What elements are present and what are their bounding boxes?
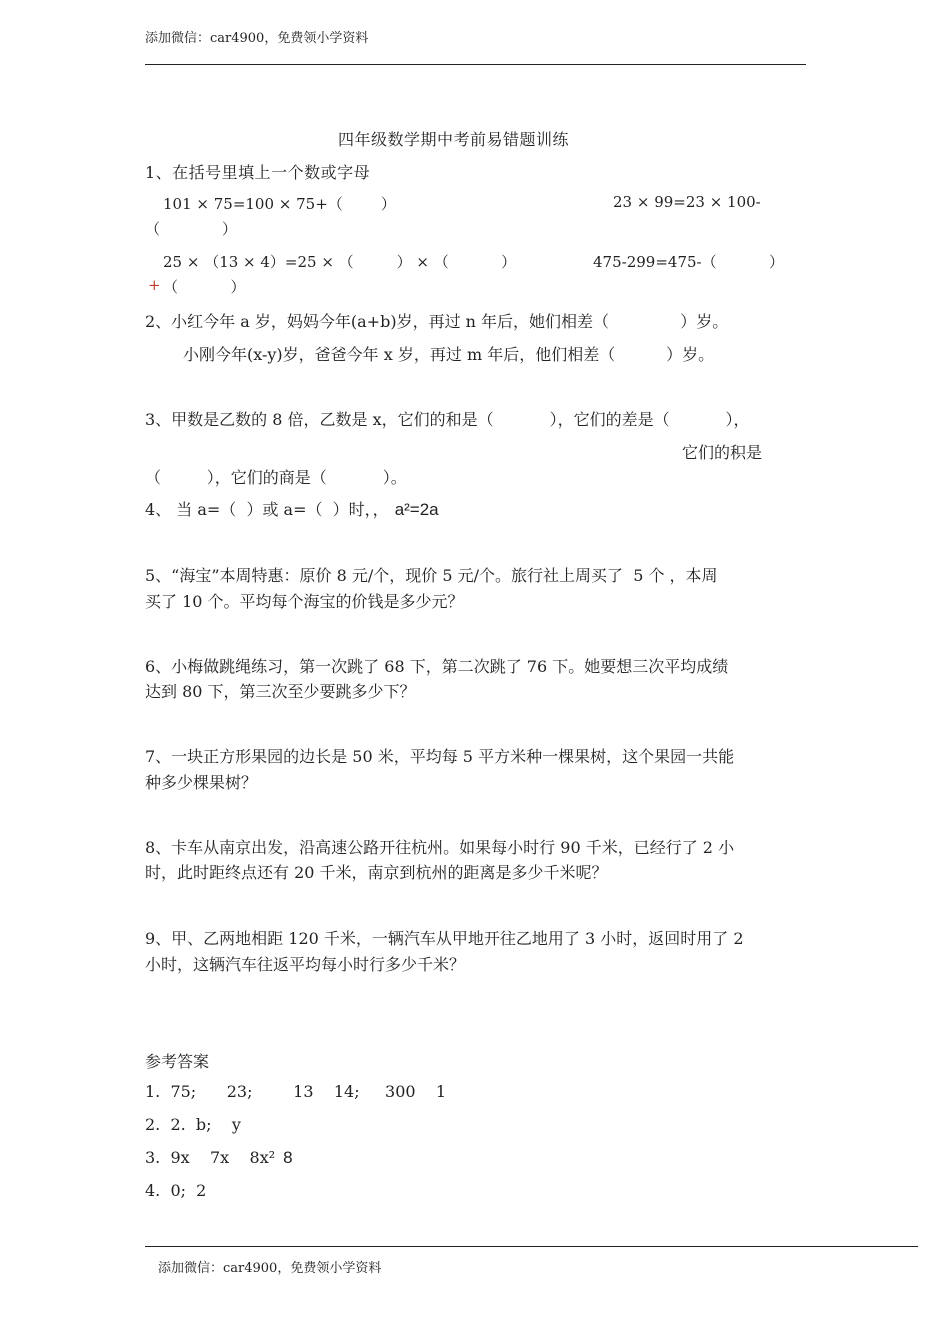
q7-line-1: 7、一块正方形果园的边长是 50 米，平均每 5 平方米种一棵果树，这个果园一共能 — [145, 747, 735, 766]
q1-item-c: 25 × （13 × 4）=25 × （ ） × （ ） — [163, 253, 517, 271]
q9-line-1: 9、甲、乙两地相距 120 千米，一辆汽车从甲地开往乙地用了 3 小时，返回时用了 2 — [145, 929, 744, 948]
q3-line-2: 它们的积是 — [682, 443, 763, 462]
q4-text — [145, 497, 439, 520]
q4-question: 4、 当 a=（ ）或 a=（ ）时，， — [145, 500, 389, 519]
q7-line-2: 种多少棵果树？ — [145, 773, 258, 792]
q1-heading: 1、在括号里填上一个数或字母 — [145, 163, 371, 182]
q1-item-d-continued: （ ） — [163, 278, 246, 296]
answer-4: 4. 0; 2 — [145, 1181, 207, 1200]
q3-line-3: （ ），它们的商是（ ）。 — [145, 468, 407, 487]
answers-heading: 参考答案 — [145, 1052, 210, 1071]
q5-line-1: 5、“海宝”本周特惠：原价 8 元/个，现价 5 元/个。旅行社上周买了 5 个 ，本周 — [145, 566, 718, 585]
q9-line-2: 小时，这辆汽车往返平均每小时行多少千米？ — [145, 955, 466, 974]
q1-item-b: 23 × 99=23 × 100- — [613, 193, 761, 211]
footer-note: 添加微信：car4900，免费领小学资料 — [158, 1261, 382, 1276]
answer-3-text: 3. 9x 7x 8x² — [145, 1148, 276, 1167]
q1-item-d: 475-299=475-（ ） — [593, 253, 785, 271]
q2-line-2: 小刚今年(x-y)岁，爸爸今年 x 岁，再过 m 年后，他们相差（ ）岁。 — [183, 345, 715, 364]
q8-line-1: 8、卡车从南京出发，沿高速公路开往杭州。如果每小时行 90 千米，已经行了 2 小 — [145, 838, 735, 857]
answer-1: 1. 75; 23; 13 14; 300 1 — [145, 1082, 447, 1101]
q2-line-1: 2、小红今年 a 岁，妈妈今年(a+b)岁，再过 n 年后，她们相差（ ）岁。 — [145, 312, 729, 331]
q4-formula: a²=2a — [394, 500, 439, 519]
q8-line-2: 时，此时距终点还有 20 千米，南京到杭州的距离是多少千米呢？ — [145, 863, 608, 882]
header-note: 添加微信：car4900，免费领小学资料 — [145, 31, 369, 46]
answer-2: 2. 2. b; y — [145, 1115, 241, 1134]
q6-line-1: 6、小梅做跳绳练习，第一次跳了 68 下，第二次跳了 76 下。她要想三次平均成绩 — [145, 657, 729, 676]
header-divider — [145, 64, 806, 65]
q1-item-d-plus: + — [148, 276, 161, 294]
q3-line-1: 3、甲数是乙数的 8 倍，乙数是 x，它们的和是（ ），它们的差是（ ）， — [145, 410, 750, 429]
footer-divider — [145, 1246, 918, 1247]
q1-item-a: 101 × 75=100 × 75+（ ） — [163, 195, 396, 213]
answer-3 — [145, 1148, 293, 1168]
q5-line-2: 买了 10 个。平均每个海宝的价钱是多少元？ — [145, 592, 464, 611]
q6-line-2: 达到 80 下，第三次至少要跳多少下？ — [145, 682, 416, 701]
q1-item-b-continued: （ ） — [145, 220, 237, 238]
page-title: 四年级数学期中考前易错题训练 — [338, 130, 570, 149]
answer-3-extra: 8 — [283, 1148, 293, 1167]
